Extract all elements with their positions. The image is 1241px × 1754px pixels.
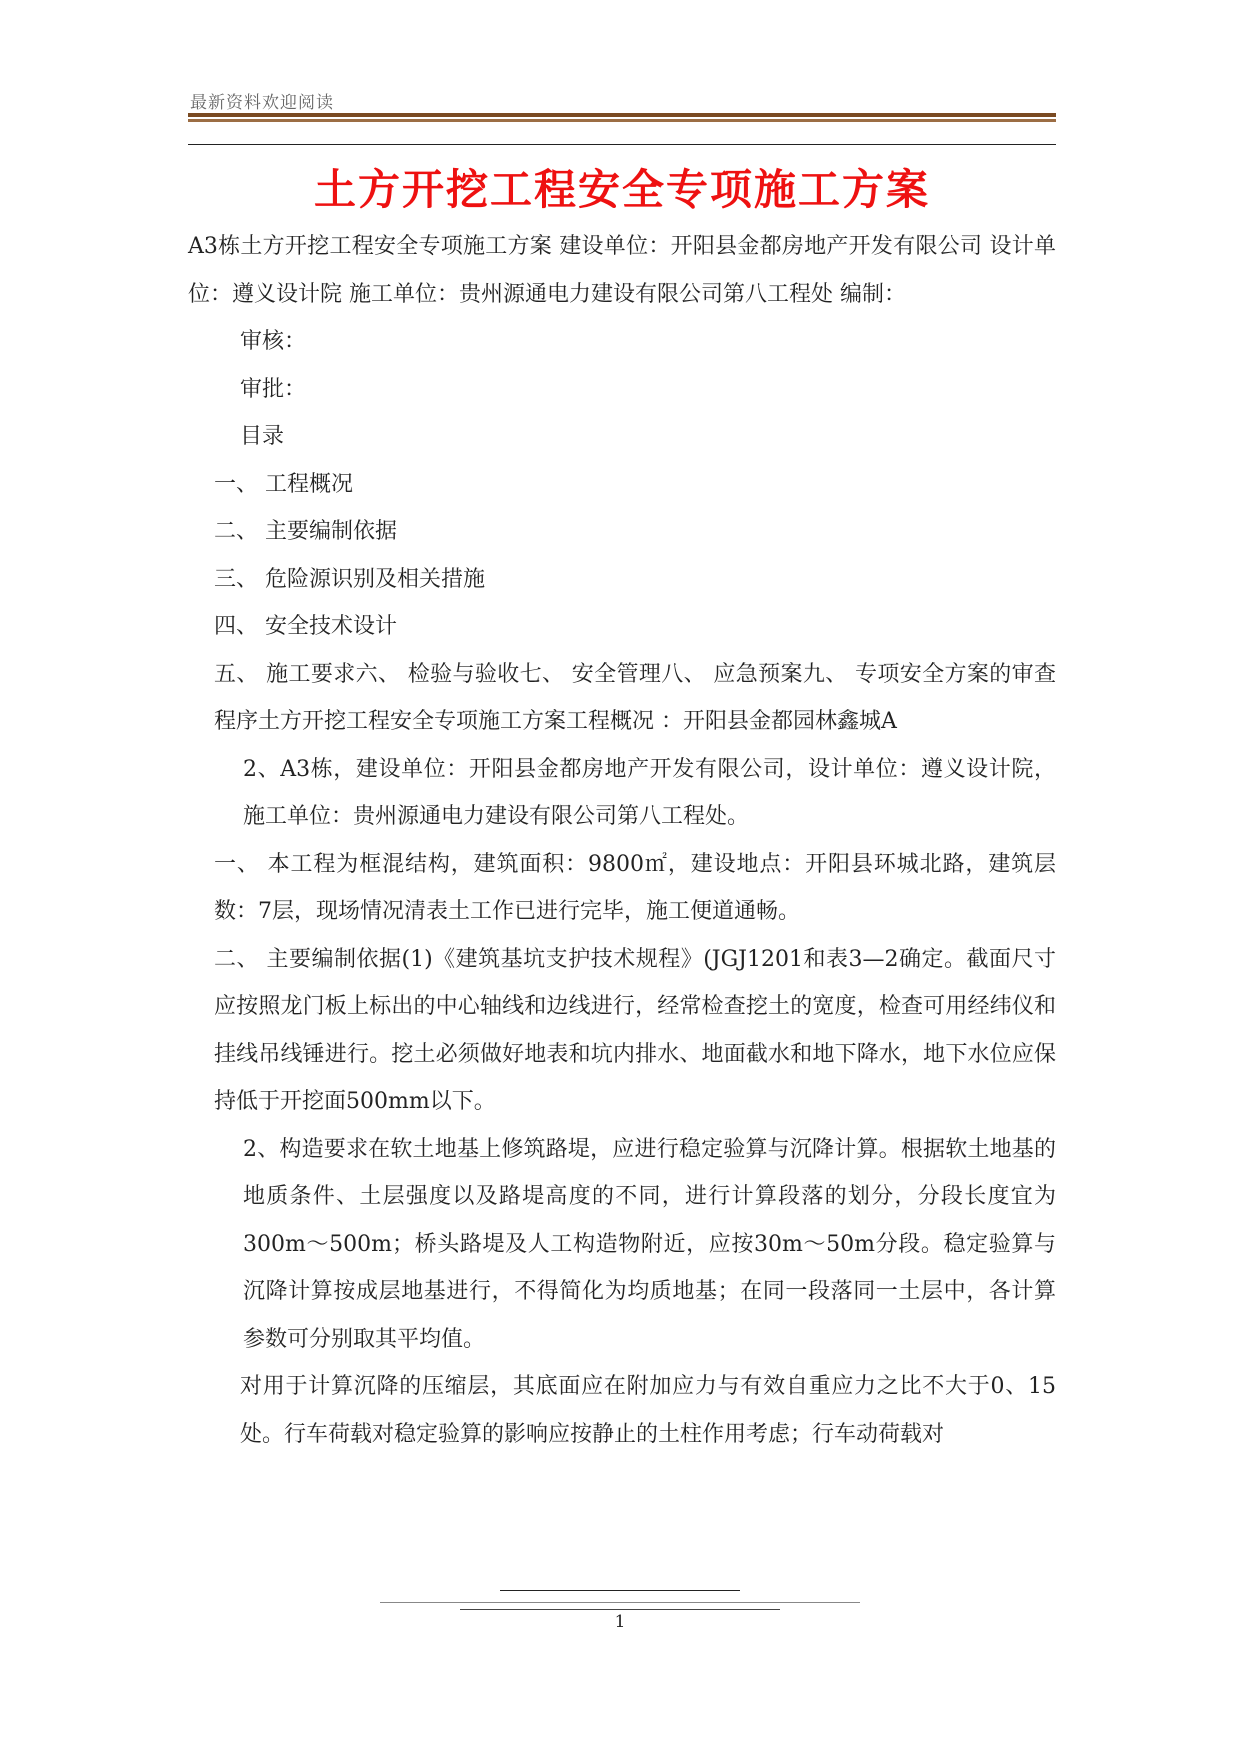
- toc-item: 一、 工程概况: [214, 471, 353, 497]
- running-header: 最新资料欢迎阅读: [190, 93, 334, 113]
- footer-rule: [460, 1609, 780, 1610]
- paragraph-approval: 审批：: [240, 376, 307, 402]
- paragraph-body: 2、A3栋，建设单位：开阳县金都房地产开发有限公司，设计单位：遵义设计院，施工单位：贵州源通电力建设有限公司第八工程处。: [243, 756, 1056, 829]
- document-body: [188, 223, 1056, 1458]
- paragraph-body: 对用于计算沉降的压缩层，其底面应在附加应力与有效自重应力之比不大于0、15处。行车荷载对稳定验算的影响应按静止的土柱作用考虑；行车动荷载对: [240, 1374, 1056, 1447]
- paragraph-review: 审核：: [240, 329, 307, 354]
- header-rule-divider: [188, 144, 1056, 145]
- toc-heading: 目录: [240, 424, 285, 449]
- paragraph-body: 二、 主要编制依据(1)《建筑基坑支护技术规程》(JGJ1201和表3—2确定。截面尺寸应按照龙门板上标出的中心轴线和边线进行，经常检查挖土的宽度，检查可用经纬仪和挂线吊线锤进行。挖土必须做好地表和坑内排水、地面截水和地下降水，地下水位应保持低于开挖面500mm以下。: [214, 946, 1056, 1114]
- paragraph-intro: A3栋土方开挖工程安全专项施工方案 建设单位：开阳县金都房地产开发有限公司 设计单位：遵义设计院 施工单位：贵州源通电力建设有限公司第八工程处 编制：: [188, 234, 1056, 307]
- page-number: 1: [614, 1612, 626, 1632]
- paragraph-body: 一、 本工程为框混结构，建筑面积：9800㎡，建设地点：开阳县环城北路，建筑层数：7层，现场情况清表土工作已进行完毕，施工便道通畅。: [214, 851, 1056, 924]
- document-title: 土方开挖工程安全专项施工方案: [313, 165, 930, 214]
- toc-item: 二、 主要编制依据: [214, 519, 397, 544]
- header-rule-thick: [188, 113, 1056, 117]
- header-rule-thin: [188, 119, 1056, 122]
- toc-item: 五、 施工要求六、 检验与验收七、 安全管理八、 应急预案九、 专项安全方案的审查程序土方开挖工程安全专项施工方案工程概况 ：开阳县金都园林鑫城A: [214, 661, 1056, 734]
- paragraph-body: 2、构造要求在软土地基上修筑路堤，应进行稳定验算与沉降计算。根据软土地基的地质条件、土层强度以及路堤高度的不同，进行计算段落的划分，分段长度宜为300m～500m；桥头路堤及人工构造物附近，应按30m～50m分段。稳定验算与沉降计算按成层地基进行，不得简化为均质地基；在同一段落同一土层中，各计算参数可分别取其平均值。: [243, 1136, 1056, 1352]
- footer-rule: [500, 1590, 740, 1591]
- toc-item: 三、 危险源识别及相关措施: [214, 566, 485, 592]
- footer-rule: [380, 1602, 860, 1603]
- toc-item: 四、 安全技术设计: [214, 614, 397, 639]
